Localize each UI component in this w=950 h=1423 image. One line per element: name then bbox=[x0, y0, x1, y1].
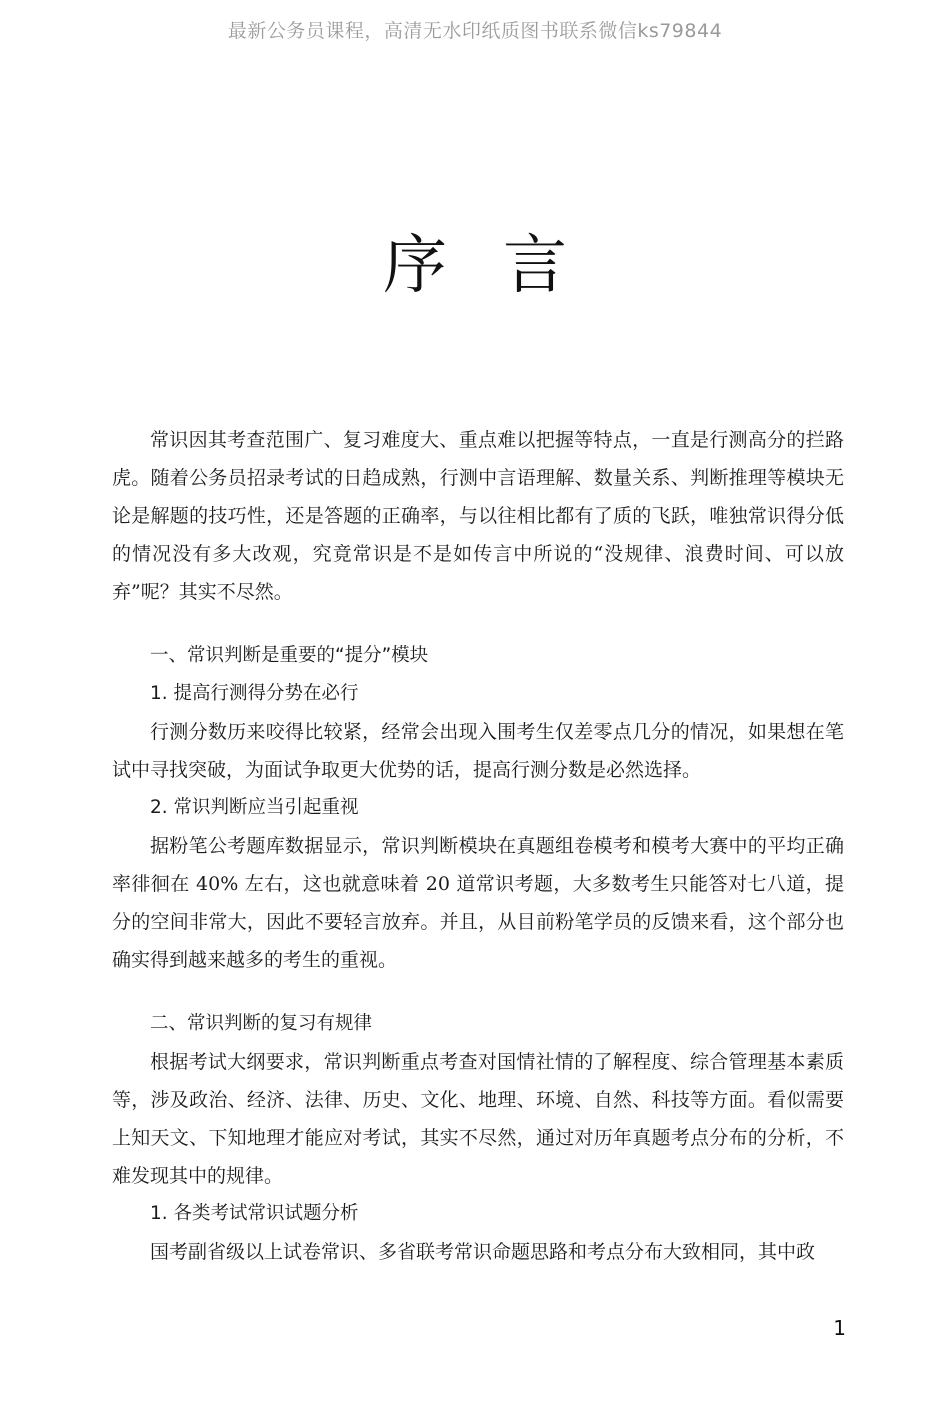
spacer bbox=[112, 979, 844, 1005]
section-1-heading: 一、常识判断是重要的“提分”模块 bbox=[150, 645, 429, 666]
section-2-heading: 二、常识判断的复习有规律 bbox=[150, 1013, 373, 1034]
section-1-paragraph-2: 据粉笔公考题库数据显示，常识判断模块在真题组卷模考和模考大赛中的平均正确率徘徊在 40% 左右，这也就意味着 20 道常识考题，大多数考生只能答对七八道，提分的空间非常大，因此不要轻言放弃。并且，从目前粉笔学员的反馈来看，这个部分也确实得到越来越多的考生的重视。 bbox=[112, 835, 844, 971]
section-2-subheading-1: 1. 各类考试常识试题分析 bbox=[150, 1203, 359, 1224]
preface-body bbox=[112, 421, 844, 1271]
spacer bbox=[112, 611, 844, 637]
section-1-subheading-2: 2. 常识判断应当引起重视 bbox=[150, 797, 359, 818]
section-2-paragraph-1: 根据考试大纲要求，常识判断重点考查对国情社情的了解程度、综合管理基本素质等，涉及政治、经济、法律、历史、文化、地理、环境、自然、科技等方面。看似需要上知天文、下知地理才能应对考试，其实不尽然，通过对历年真题考点分布的分析，不难发现其中的规律。 bbox=[112, 1051, 844, 1187]
intro-paragraph: 常识因其考查范围广、复习难度大、重点难以把握等特点，一直是行测高分的拦路虎。随着公务员招录考试的日趋成熟，行测中言语理解、数量关系、判断推理等模块无论是解题的技巧性，还是答题的正确率，与以往相比都有了质的飞跃，唯独常识得分低的情况没有多大改观，究竟常识是不是如传言中所说的“没规律、浪费时间、可以放弃”呢？其实不尽然。 bbox=[112, 429, 844, 603]
watermark-text: 最新公务员课程，高清无水印纸质图书联系微信ks79844 bbox=[227, 20, 723, 42]
section-1-paragraph-1: 行测分数历来咬得比较紧，经常会出现入围考生仅差零点几分的情况，如果想在笔试中寻找突破，为面试争取更大优势的话，提高行测分数是必然选择。 bbox=[112, 721, 844, 781]
page-number: 1 bbox=[833, 1316, 846, 1340]
section-2-paragraph-2: 国考副省级以上试卷常识、多省联考常识命题思路和考点分布大致相同，其中政 bbox=[150, 1241, 816, 1263]
page-title: 序言 bbox=[383, 229, 623, 303]
section-1-subheading-1: 1. 提高行测得分势在必行 bbox=[150, 683, 359, 704]
